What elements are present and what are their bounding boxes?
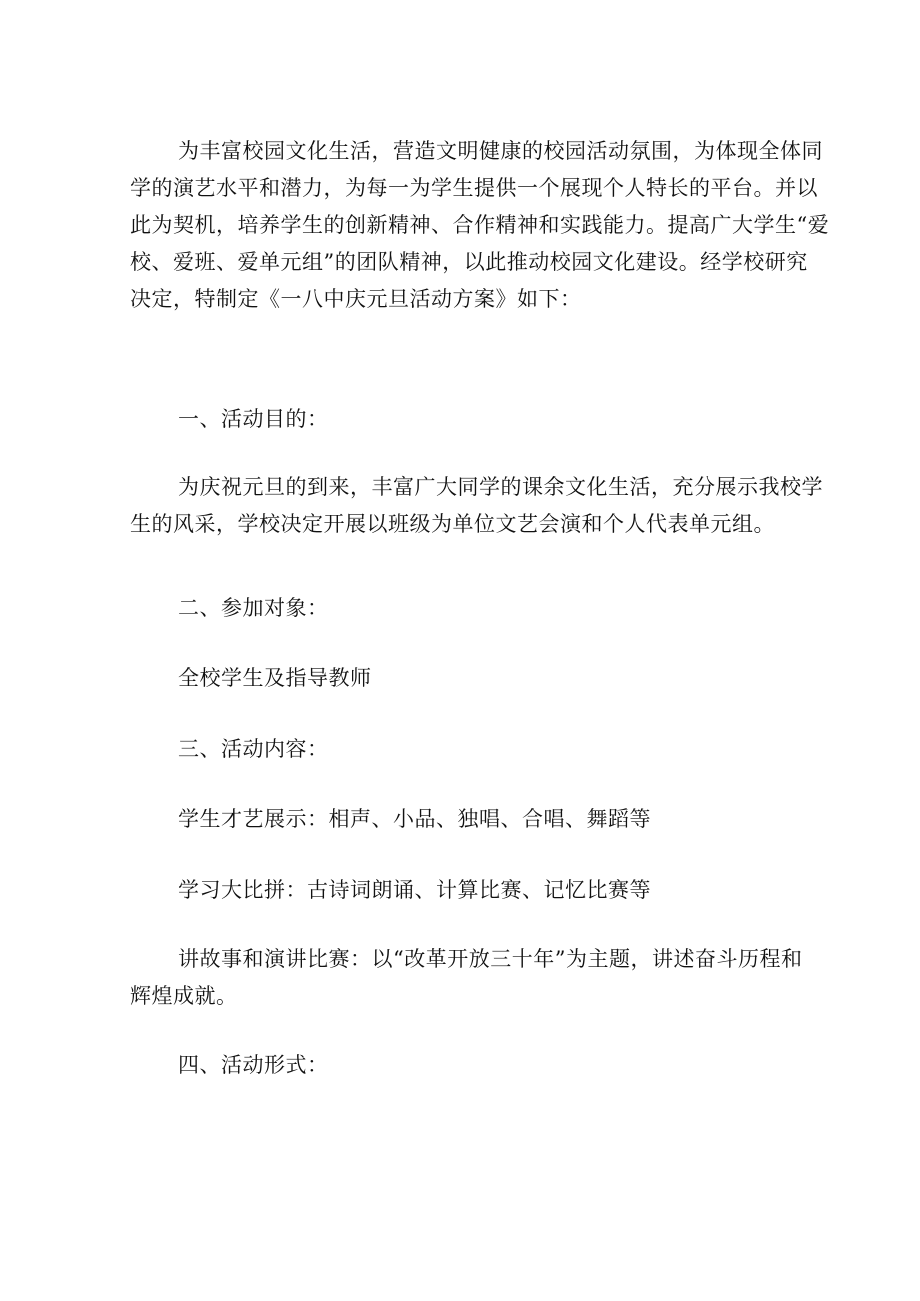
heading-text: 一、活动目的：	[178, 407, 329, 431]
participants-paragraph	[130, 660, 790, 697]
text-line: 学生才艺展示：相声、小品、独唱、合唱、舞蹈等	[178, 807, 651, 831]
content-item-speech	[130, 941, 803, 1015]
text-line: 为丰富校园文化生活，营造文明健康的校园活动氛围，为体现全体同	[178, 139, 823, 163]
intro-paragraph	[130, 133, 830, 318]
heading-text: 三、活动内容：	[178, 737, 329, 761]
text-line: 全校学生及指导教师	[178, 666, 372, 690]
text-line: 决定，特制定《一八中庆元旦活动方案》如下：	[130, 287, 582, 311]
purpose-paragraph	[130, 469, 823, 543]
text-line: 学习大比拼：古诗词朗诵、计算比赛、记忆比赛等	[178, 878, 651, 902]
text-line: 此为契机，培养学生的创新精神、合作精神和实践能力。提高广大学生“爱	[130, 213, 830, 237]
text-line: 讲故事和演讲比赛：以“改革开放三十年”为主题，讲述奋斗历程和	[178, 947, 803, 971]
content-item-study	[130, 872, 790, 909]
text-line: 生的风采，学校决定开展以班级为单位文艺会演和个人代表单元组。	[130, 512, 775, 536]
heading-text: 二、参加对象：	[178, 596, 329, 620]
section-heading-purpose	[130, 401, 790, 438]
section-heading-format	[130, 1047, 790, 1084]
heading-text: 四、活动形式：	[178, 1053, 329, 1077]
text-line: 为庆祝元旦的到来，丰富广大同学的课余文化生活，充分展示我校学	[178, 475, 823, 499]
section-heading-participants	[130, 590, 790, 627]
content-item-talent	[130, 801, 790, 838]
text-line: 辉煌成就。	[130, 984, 238, 1008]
section-heading-content	[130, 731, 790, 768]
text-line: 校、爱班、爱单元组”的团队精神，以此推动校园文化建设。经学校研究	[130, 250, 808, 274]
text-line: 学的演艺水平和潜力，为每一为学生提供一个展现个人特长的平台。并以	[130, 176, 818, 200]
